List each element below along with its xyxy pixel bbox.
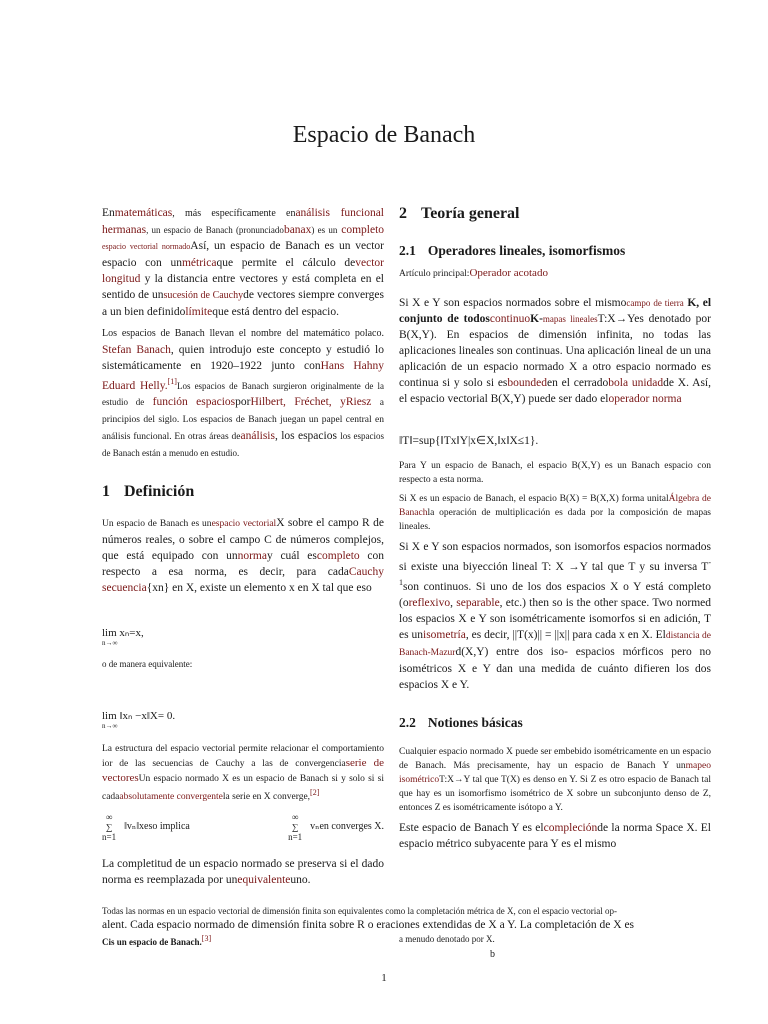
bottom-line-1: Todas las normas en un espacio vectorial de dimensión finita son equivalentes como la completación métrica de X, con el espacio vectorial op- [102, 906, 617, 916]
link-espacio-vectorial-normado[interactable]: espacio vectorial normado [102, 242, 191, 251]
link-banach-mazur[interactable]: distancia de Banach-Mazur [399, 630, 711, 658]
link-analisis[interactable]: análisis [240, 429, 275, 442]
link-norma[interactable]: norma [237, 549, 267, 562]
sum-left: ∞ ∑ n=1 ‖vₙ‖xeso implica [102, 811, 190, 842]
link-campo-tierra[interactable]: campo de tierra [626, 298, 684, 308]
link-completo[interactable]: completo [341, 224, 385, 236]
completion-paragraph: Este espacio de Banach Y es elcompleciónde la norma Space X. El espacio métrico subyacente para Y es el mismo [399, 821, 712, 850]
sum-right: ∞ ∑ n=1 vₙen converges X. [288, 811, 384, 842]
banach-b-paragraph: Para Y un espacio de Banach, el espacio B(X,Y) es un Banach espacio con respecto a esta norma. [399, 461, 711, 485]
bottom-line-2: alent. Cada espacio normado de dimensión finita sobre R o eraciones extendidas de X a Y. La completación de X es [102, 919, 635, 931]
bottom-line-3: Cis un espacio de Banach.[3] a menudo denotado por X. [102, 934, 495, 947]
link-limite[interactable]: límite [185, 306, 213, 318]
ref-1[interactable]: [1] [167, 377, 177, 386]
embedding-paragraph: Cualquier espacio normado X puede ser embebido isométricamente en un espacio de Banach. Más precisamente, hay un espacio de Banach Y unmapeo isométricoT:X→Y tal que T(X) es denso en Y. Si Z es otro espacio de Banach tal que hay es un isomorfismo isométrico de X sobre un subconjunto denso de Z, entonces Z es isométricamente isótopo a Y. [399, 746, 711, 813]
series-paragraph: La estructura del espacio vectorial permite relacionar el comportamiento ior de las secuencias de Cauchy a las de convergenciaserie de vectoresUn espacio normado X es un espacio de Banach si y solo si si cadaabsolutamente convergentela serie en X converge,[2] [102, 743, 385, 802]
link-operador-acotado[interactable]: Operador acotado [469, 267, 548, 279]
link-matematicas[interactable]: matemáticas [114, 207, 173, 219]
isomorphism-paragraph: Si X e Y son espacios normados, son isomorfos espacios normados si existe una biyección lineal T: X →Y tal que T y su inversa $T^{-1}son$ continuos. Si uno de los dos espacios X o Y está completo (oreflexivo, separable, etc.) then so is the other space. Two normed los espacios X e Y son isométricamente isomorfos si en adición, T es unisometría, es decir, ||T(x)|| = ||x|| para cada x en X. Eldistancia de Banach-Mazurd(X,Y) entre dos iso- espacios mórficos pero no isométricos X e Y dan una medida de cuánto difieren los dos espacios X e Y. [399, 541, 712, 691]
intro-paragraph-1: Enmatemáticas, más específicamente enanálisis funcional hermanas, un espacio de Banach (pronunciadobanax) es un completo espacio vectorial normadoAsí, un espacio de Banach es un vector espacio con unmétricaque permite el cálculo devector longitud y la distancia entre vectores y está completa en el sentido de unsucesión de Cauchyde vectores siempre converges a un bien definidolímiteque está dentro del espacio. [102, 207, 385, 318]
section-2-heading: 2 Teoría general [399, 205, 520, 222]
link-riesz[interactable]: Riesz [345, 395, 372, 408]
equation-operator-norm: ‖T‖=sup{‖Tx‖Y|x∈X,‖x‖X≤1}. [399, 435, 539, 447]
definition-paragraph: Un espacio de Banach es unespacio vectorialX sobre el campo R de números reales, o sobre el campo C de números complejos, que está equipado con unnormay cuál escompleto con respecto a esa norma, es decir, para cadaCauchy secuencia{xn} en X, existe un elemento x en X tal que eso [102, 516, 385, 594]
subsection-2-1-heading: 2.1 Operadores lineales, isomorfismos [399, 243, 626, 258]
link-banax[interactable]: banax [283, 224, 312, 236]
completeness-paragraph: La completitud de un espacio normado se preserva si el dado norma es reemplazada por unequivalenteuno. [102, 857, 384, 886]
link-separable[interactable]: separable [456, 596, 500, 609]
link-funcion-espacios[interactable]: función espacios [152, 395, 236, 408]
link-hermanas[interactable]: hermanas [102, 224, 147, 236]
equation-norm-limit: lim ‖xₙ −x‖X= 0. n→∞ [102, 709, 176, 730]
link-absolutamente-convergente[interactable]: absolutamente convergente [119, 791, 223, 802]
main-article-note: Artículo principal:Operador acotado [399, 267, 548, 279]
link-analisis-funcional[interactable]: análisis funcional [295, 207, 384, 219]
intro-paragraph-2: Los espacios de Banach llevan el nombre del matemático polaco. Stefan Banach, quien introdujo este concepto y estudió lo sistemáticamente en 1920–1922 junto conHans Hahny Eduard Helly.[1]Los espacios de Banach surgieron originalmente de la estudio de función espaciosporHilbert, Fréchet, yRiesz a principios del siglo. Los espacios de Banach juegan un papel central en análisis funcional. En otras áreas deanálisis, los espacios los espacios de Banach están a menudo en estudio. [102, 328, 385, 458]
link-complecion[interactable]: compleción [543, 821, 598, 834]
link-vector-longitud[interactable]: vector longitud [102, 257, 384, 285]
link-bounded[interactable]: bounded [507, 377, 548, 389]
ref-2[interactable]: [2] [310, 787, 320, 797]
banach-algebra-paragraph: Si X es un espacio de Banach, el espacio B(X) = B(X,X) forma unitalÁlgebra de Banachla operación de multiplicación es dada por la composición de mapas lineales. [399, 494, 711, 532]
ref-3[interactable]: [3] [201, 934, 212, 943]
link-operador-norma[interactable]: operador norma [608, 393, 682, 405]
link-isometria[interactable]: isometría [423, 628, 466, 641]
link-stefan-banach[interactable]: Stefan Banach [102, 344, 171, 356]
subsection-2-2-heading: 2.2 Notiones básicas [399, 714, 523, 730]
equation-limit: lim xₙ=x, n→∞ [102, 626, 144, 647]
margin-mark: b [490, 949, 495, 960]
link-metrica[interactable]: métrica [181, 257, 217, 269]
link-reflexivo[interactable]: reflexivo [408, 596, 451, 609]
link-equivalente[interactable]: equivalente [237, 873, 291, 886]
left-column [102, 205, 384, 893]
link-sucesion-cauchy[interactable]: sucesión de Cauchy [163, 290, 244, 301]
page-title: Espacio de Banach [292, 122, 476, 148]
link-continuo[interactable]: continuo [489, 313, 531, 325]
series-equation [102, 812, 384, 842]
link-hahn-helly[interactable]: Hans Hahny Eduard Helly. [102, 360, 385, 392]
link-algebra-banach[interactable]: Álgebra de Banach [399, 494, 711, 518]
link-mapeo-isometrico[interactable]: mapeo isométrico [399, 760, 711, 785]
link-serie-vectores[interactable]: serie de vectores [102, 756, 385, 784]
right-column [399, 205, 711, 857]
equivalent-label: o de manera equivalente: [102, 658, 193, 669]
section-1-heading: 1 Definición [102, 482, 195, 500]
link-mapas-lineales[interactable]: mapas lineales [542, 314, 598, 324]
link-bola-unidad[interactable]: bola unidad [608, 377, 664, 389]
link-completo-def[interactable]: completo [316, 549, 360, 562]
page-number: 1 [381, 972, 387, 984]
operators-paragraph: Si X e Y son espacios normados sobre el mismocampo de tierra K, el conjunto de todoscontinuoK-mapas linealesT:X→Yes denotado por B(X,Y). En espacios de dimensión infinita, no todas las aplicaciones lineales son continuas. Una aplicación lineal de un una aplicación de un espacio normado X a otro espacio normado es continua si y solo si esboundeden el cerradobola unidadde X. Así, el espacio vectorial B(X,Y) puede ser dado eloperador norma [399, 297, 712, 405]
link-cauchy-secuencia[interactable]: Cauchy secuencia [102, 565, 384, 594]
link-hilbert-frechet[interactable]: Hilbert, Fréchet, y [250, 395, 346, 408]
link-espacio-vectorial[interactable]: espacio vectorial [211, 518, 277, 529]
